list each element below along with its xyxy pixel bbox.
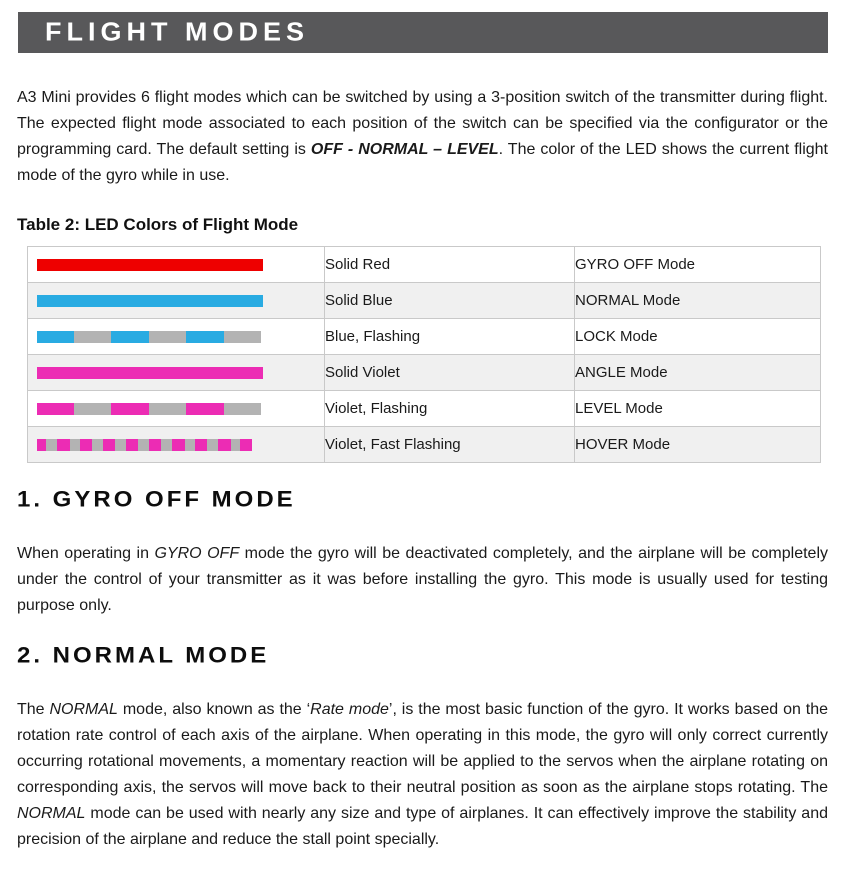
led-segment-gray <box>224 331 261 343</box>
led-description: Blue, Flashing <box>325 319 575 355</box>
led-segment-violet <box>240 439 252 451</box>
led-segment-violet <box>37 403 74 415</box>
intro-paragraph: A3 Mini provides 6 flight modes which can be switched by using a 3-position switch of the transmitter during flight. The expected flight mode associated to each position of the switch can be specified via the configurator or the programming card. The default setting is OFF - NORMAL – LEVEL. The color of the LED shows the current flight mode of the gyro while in use. <box>17 89 828 184</box>
table-row <box>28 283 821 319</box>
normal-mode-paragraph: The NORMAL mode, also known as the ‘Rate mode’, is the most basic function of the gyro. It works based on the rotation rate control of each axis of the airplane. When operating in this mode, the gyro will only correct currently occurring rotational movements, a momentary reaction will be applied to the servos when the airplane rotating on corresponding axis, the servos will move back to their neutral position as soon as the airplane stops rotating. The NORMAL mode can be used with nearly any size and type of airplanes. It can effectively improve the stability and precision of the airplane and reduce the stall point specially. <box>17 701 829 848</box>
violet-flashing-bar <box>37 403 324 415</box>
led-segment-violet <box>111 403 149 415</box>
led-segment-gray <box>115 439 126 451</box>
led-description: Solid Red <box>325 247 575 283</box>
led-segment-violet <box>37 439 46 451</box>
led-segment-violet <box>218 439 231 451</box>
solid-blue-bar <box>37 295 324 307</box>
led-segment-blue <box>37 295 263 307</box>
led-segment-gray <box>224 403 261 415</box>
led-segment-gray <box>138 439 149 451</box>
led-segment-gray <box>231 439 240 451</box>
page-title: FLIGHT MODES <box>45 17 309 47</box>
led-color-table <box>27 246 821 463</box>
violet-fast-flashing-bar <box>37 439 324 451</box>
page-title-bar <box>18 12 828 53</box>
led-segment-violet <box>57 439 70 451</box>
table-row <box>28 427 821 463</box>
led-segment-gray <box>74 403 111 415</box>
flight-mode-name: ANGLE Mode <box>575 355 821 391</box>
led-segment-blue <box>37 331 74 343</box>
led-segment-violet <box>37 367 263 379</box>
flight-mode-name: HOVER Mode <box>575 427 821 463</box>
led-segment-violet <box>149 439 161 451</box>
led-segment-gray <box>70 439 80 451</box>
solid-violet-bar <box>37 367 324 379</box>
table-caption: Table 2: LED Colors of Flight Mode <box>17 215 299 234</box>
led-segment-gray <box>161 439 172 451</box>
led-segment-violet <box>80 439 92 451</box>
flight-mode-name: LOCK Mode <box>575 319 821 355</box>
led-segment-gray <box>149 331 186 343</box>
led-description: Violet, Flashing <box>325 391 575 427</box>
flight-mode-name: NORMAL Mode <box>575 283 821 319</box>
led-segment-gray <box>149 403 186 415</box>
gyro-off-mode-paragraph: When operating in GYRO OFF mode the gyro will be deactivated completely, and the airplane will be completely under the control of your transmitter as it was before installing the gyro. This mode is usually used for testing purpose only. <box>17 545 828 614</box>
section-heading-normal-mode: 2. NORMAL MODE <box>17 643 270 668</box>
led-segment-violet <box>186 403 224 415</box>
section-heading-gyro-off-mode: 1. GYRO OFF MODE <box>17 487 296 512</box>
table-row <box>28 247 821 283</box>
led-description: Violet, Fast Flashing <box>325 427 575 463</box>
led-segment-gray <box>74 331 111 343</box>
led-segment-violet <box>103 439 115 451</box>
manual-page <box>0 12 846 893</box>
led-segment-red <box>37 259 263 271</box>
led-description: Solid Violet <box>325 355 575 391</box>
led-segment-gray <box>92 439 103 451</box>
led-segment-violet <box>172 439 185 451</box>
led-segment-blue <box>186 331 224 343</box>
table-row <box>28 319 821 355</box>
led-segment-gray <box>207 439 218 451</box>
table-row <box>28 355 821 391</box>
table-row <box>28 391 821 427</box>
led-segment-violet <box>126 439 138 451</box>
flight-mode-name: LEVEL Mode <box>575 391 821 427</box>
led-segment-violet <box>195 439 207 451</box>
flight-mode-name: GYRO OFF Mode <box>575 247 821 283</box>
blue-flashing-bar <box>37 331 324 343</box>
led-description: Solid Blue <box>325 283 575 319</box>
led-segment-gray <box>46 439 57 451</box>
solid-red-bar <box>37 259 324 271</box>
led-segment-gray <box>185 439 195 451</box>
led-segment-blue <box>111 331 149 343</box>
